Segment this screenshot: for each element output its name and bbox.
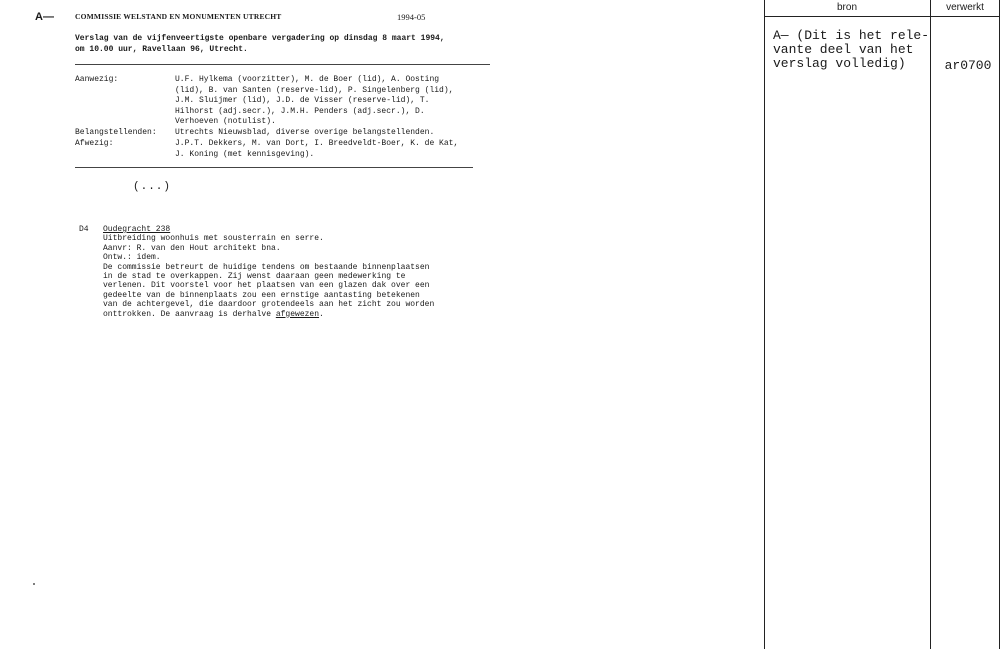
header-bron: bron xyxy=(836,2,857,13)
bron-note-line: A— (Dit is het rele- xyxy=(773,28,930,43)
item-body xyxy=(103,225,473,319)
item-last-line xyxy=(103,310,473,319)
attendance-line: (lid), B. van Santen (reserve-lid), P. Singelenberg (lid), xyxy=(175,85,454,95)
form-column-divider xyxy=(930,0,931,649)
subtitle-line: om 10.00 uur, Ravellaan 96, Utrecht. xyxy=(75,45,248,54)
bron-note xyxy=(773,29,938,71)
item-line: Aanvr: R. van den Hout architekt bna. xyxy=(103,243,281,253)
divider-top xyxy=(75,64,490,65)
item-line: van de achtergevel, die daardoor grotendeels aan het zicht zou worden xyxy=(103,300,435,310)
attendance-label: Belangstellenden: xyxy=(75,128,157,137)
form-header-divider xyxy=(764,16,1000,17)
attendance-value xyxy=(175,128,495,139)
attendance-line: J.M. Sluijmer (lid), J.D. de Visser (reserve-lid), T. xyxy=(175,96,430,106)
attendance-value xyxy=(175,75,495,128)
form-border-left xyxy=(764,0,765,649)
item-line: gedeelte van de binnenplaats zou een ernstige aantasting betekenen xyxy=(103,290,420,300)
attendance-line: Verhoeven (notulist). xyxy=(175,117,276,127)
meeting-subtitle xyxy=(75,33,495,55)
item-verdict: afgewezen xyxy=(275,309,320,319)
attendance-line: Utrechts Nieuwsblad, diverse overige belangstellenden. xyxy=(175,128,435,137)
item-address: Oudegracht 238 xyxy=(103,225,171,234)
attendance-line: U.F. Hylkema (voorzitter), M. de Boer (lid), A. Oosting xyxy=(175,75,440,84)
attendance-interested xyxy=(75,128,495,139)
organization-title: COMMISSIE WELSTAND EN MONUMENTEN UTRECHT xyxy=(75,12,282,21)
item-last-line-suffix: . xyxy=(319,309,324,319)
omission-ellipsis: (...) xyxy=(133,181,172,193)
attendance-absent xyxy=(75,139,495,160)
header-verwerkt: verwerkt xyxy=(946,2,984,13)
subtitle-line: Verslag van de vijfenveertigste openbare vergadering op dinsdag 8 maart 1994, xyxy=(75,34,445,43)
item-code: D4 xyxy=(79,225,89,234)
attendance-line: J.P.T. Dekkers, M. van Dort, I. Breedveldt-Boer, K. de Kat, xyxy=(175,139,459,148)
item-line: De commissie betreurt de huidige tendens om bestaande binnenplaatsen xyxy=(103,262,430,272)
attendance-value xyxy=(175,139,495,160)
attendance-label: Afwezig: xyxy=(75,139,114,148)
document-number: 1994-05 xyxy=(397,12,426,22)
attendance-line: Hilhorst (adj.secr.), J.M.H. Penders (adj.secr.), D. xyxy=(175,106,425,116)
bron-note-line: vante deel van het xyxy=(773,42,914,57)
attendance-label: Aanwezig: xyxy=(75,75,119,84)
scan-speck xyxy=(33,583,35,585)
attendance-present xyxy=(75,75,495,128)
item-last-line-prefix: onttrokken. De aanvraag is derhalve xyxy=(103,309,276,319)
item-line: in de stad te overkappen. Zij wenst daaraan geen medewerking te xyxy=(103,272,406,282)
divider-bottom xyxy=(75,167,473,168)
item-line: Ontw.: idem. xyxy=(103,253,161,263)
bron-note-line: verslag volledig) xyxy=(773,56,906,71)
item-line: verlenen. Dit voorstel voor het plaatsen van een glazen dak over een xyxy=(103,281,430,291)
attendance-line: J. Koning (met kennisgeving). xyxy=(175,149,315,159)
processing-form xyxy=(764,0,1000,649)
item-line: Uitbreiding woonhuis met sousterrain en serre. xyxy=(103,234,324,244)
document-marker: A— xyxy=(35,11,54,23)
verwerkt-value: ar0700 xyxy=(944,58,992,73)
